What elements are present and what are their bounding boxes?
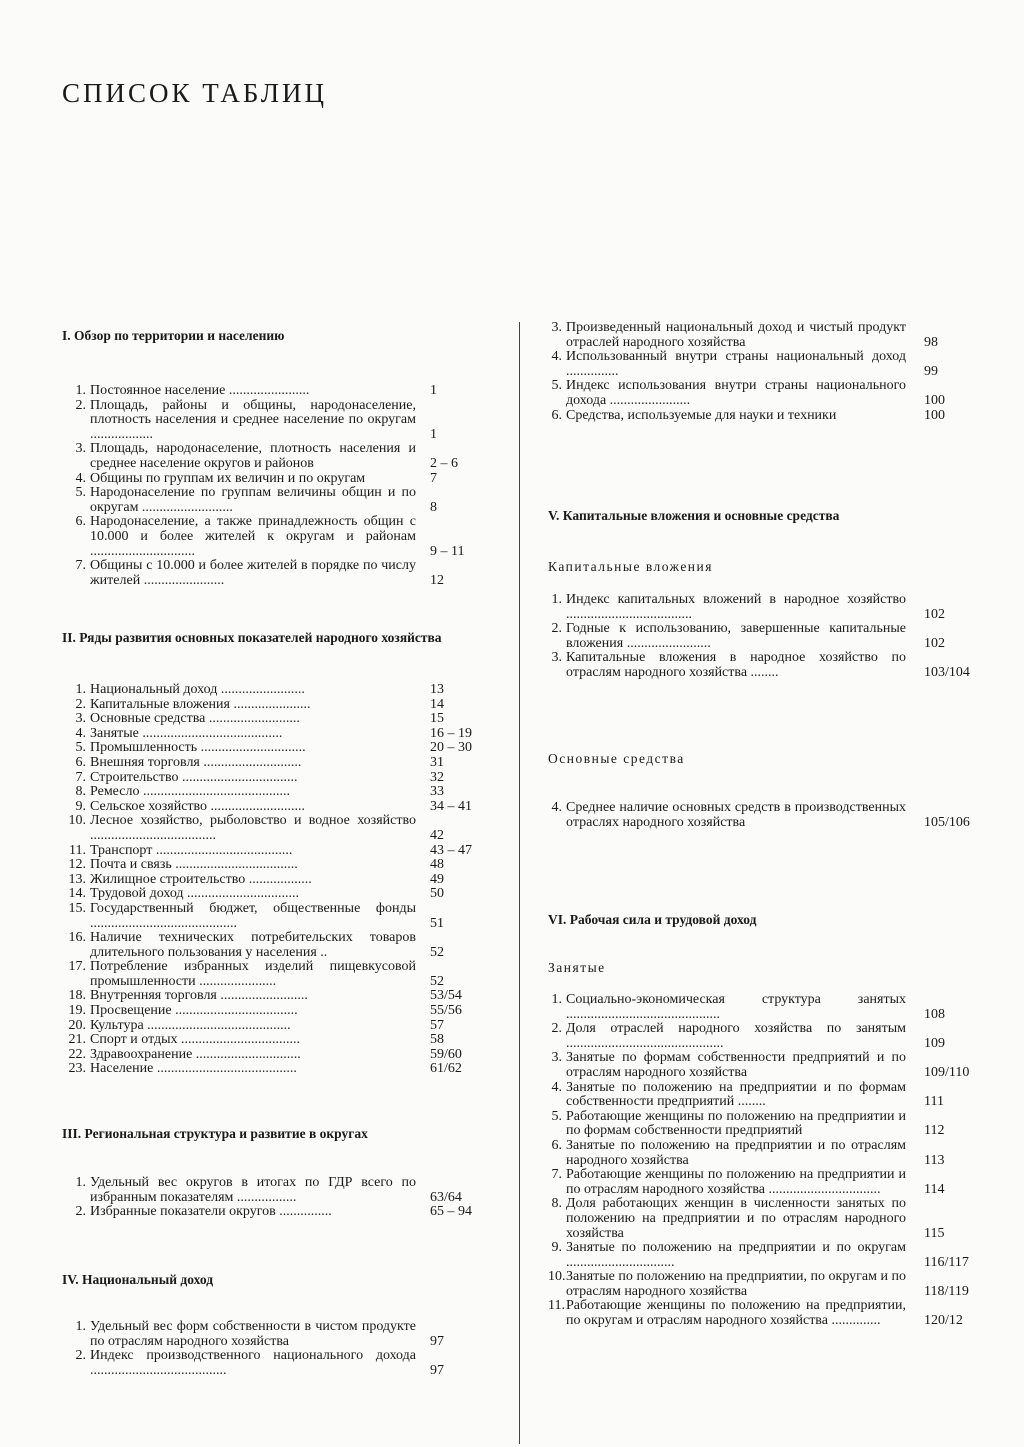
- entry-number: 7.: [551, 1167, 562, 1183]
- entry-number: 5.: [551, 378, 562, 394]
- entry-title: Индекс производственного национального дохода .......................................: [90, 1348, 416, 1378]
- entry-title: Площадь, районы и общины, народонаселение, плотность населения и среднее население по округам ..................: [90, 397, 416, 442]
- entry-page: 57: [430, 1017, 444, 1033]
- entry-title: Годные к использованию, завершенные капитальные вложения ........................: [566, 621, 906, 651]
- section-national-income: [62, 1272, 472, 1378]
- entry-page: 59/60: [430, 1046, 462, 1062]
- toc-entry: [548, 1269, 969, 1299]
- entry-page: 111: [924, 1094, 944, 1110]
- entry-title: Лесное хозяйство, рыболовство и водное хозяйство ....................................: [90, 813, 416, 843]
- entry-number: 23.: [68, 1061, 86, 1077]
- entry-title: Народонаселение по группам величины общин и по округам ..........................: [90, 485, 416, 515]
- entry-title: Потребление избранных изделий пищевкусовой промышленности ......................: [90, 959, 416, 989]
- section-heading: I. Обзор по территории и населению: [62, 328, 285, 343]
- toc-entry: [62, 472, 472, 487]
- entry-list: [548, 992, 970, 1329]
- section-heading: IV. Национальный доход: [62, 1272, 214, 1287]
- entry-title: Жилищное строительство ..................: [90, 871, 312, 887]
- toc-entry: [62, 698, 472, 713]
- entry-title: Занятые ........................................: [90, 725, 283, 741]
- entry-title: Государственный бюджет, общественные фонды ..........................................: [90, 900, 416, 931]
- entry-title: Удельный вес форм собственности в чистом продукте по отраслям народного хозяйства: [90, 1319, 416, 1349]
- entry-number: 4.: [75, 725, 86, 741]
- toc-entry: [548, 993, 960, 1022]
- entry-number: 19.: [68, 1003, 86, 1019]
- entry-title: Общины с 10.000 и более жителей в порядке по числу жителей .......................: [90, 558, 416, 588]
- toc-entry: [62, 1019, 472, 1034]
- entry-page: 14: [430, 696, 444, 712]
- toc-entry: [62, 486, 472, 515]
- entry-title: Национальный доход ........................: [90, 682, 305, 697]
- entry-page: 102: [924, 635, 945, 651]
- toc-entry: [62, 1004, 472, 1019]
- entry-page: 42: [430, 827, 444, 843]
- entry-number: 4.: [551, 800, 562, 815]
- entry-number: 20.: [68, 1017, 86, 1033]
- entry-page: 34 – 41: [430, 798, 472, 814]
- entry-page: 105/106: [924, 814, 970, 830]
- entry-number: 6.: [75, 514, 86, 530]
- entry-title: Внутренняя торговля .........................: [90, 988, 308, 1004]
- entry-number: 1.: [75, 1175, 86, 1190]
- entry-page: 32: [430, 769, 444, 785]
- entry-page: 99: [924, 363, 938, 379]
- entry-page: 120/12: [924, 1313, 963, 1329]
- section-heading: V. Капитальные вложения и основные средства: [548, 508, 840, 523]
- entry-title: Спорт и отдых ..................................: [90, 1032, 301, 1048]
- toc-entry: [548, 409, 960, 424]
- subsection-heading: Занятые: [548, 960, 606, 975]
- toc-entry: [62, 442, 472, 471]
- entry-list: [548, 800, 970, 830]
- toc-entry: [548, 350, 960, 379]
- section-territory-population: [62, 328, 472, 588]
- entry-page: 20 – 30: [430, 740, 472, 756]
- toc-entry: [548, 1081, 960, 1110]
- entry-number: 14.: [68, 886, 86, 902]
- entry-page: 109: [924, 1035, 945, 1051]
- entry-page: 16 – 19: [430, 725, 472, 741]
- toc-entry: [62, 814, 472, 843]
- entry-title: Занятые по положению на предприятии, по округам и по отраслям народного хозяйства: [566, 1269, 906, 1299]
- toc-entry: [548, 1168, 960, 1197]
- entry-number: 3.: [551, 650, 562, 666]
- entry-page: 100: [924, 392, 945, 408]
- entry-number: 11.: [69, 842, 86, 858]
- toc-entry: [62, 902, 472, 931]
- entry-number: 10.: [548, 1269, 566, 1285]
- entry-page: 2 – 6: [430, 455, 458, 471]
- entry-title: Работающие женщины по положению на предприятии и по формам собственности предприятий: [566, 1108, 906, 1139]
- entry-title: Средства, используемые для науки и техники: [566, 407, 837, 423]
- entry-page: 118/119: [924, 1283, 969, 1299]
- entry-title: Наличие технических потребительских товаров длительного пользования у населения ..: [90, 930, 416, 960]
- entry-page: 100: [924, 407, 945, 423]
- toc-entry: [548, 800, 970, 830]
- toc-entry: [62, 1205, 472, 1220]
- entry-title: Среднее наличие основных средств в производственных отраслях народного хозяйства: [566, 800, 906, 830]
- entry-title: Здравоохранение ..............................: [90, 1046, 301, 1062]
- toc-entry: [548, 1139, 960, 1168]
- entry-title: Население ........................................: [90, 1061, 297, 1077]
- entry-page: 61/62: [430, 1061, 462, 1077]
- entry-number: 1.: [75, 383, 86, 398]
- toc-entry: [62, 515, 472, 559]
- entry-number: 2.: [551, 621, 562, 637]
- toc-entry: [62, 1320, 472, 1349]
- entry-page: 50: [430, 886, 444, 902]
- toc-entry: [62, 887, 472, 902]
- entry-page: 102: [924, 606, 945, 622]
- toc-entry: [548, 1197, 960, 1241]
- entry-number: 12.: [68, 857, 86, 873]
- entry-title: Капитальные вложения ......................: [90, 696, 311, 712]
- entry-title: Доля отраслей народного хозяйства по занятым .............................................: [566, 1021, 906, 1051]
- entry-number: 3.: [551, 1050, 562, 1066]
- toc-entry: [548, 1240, 969, 1270]
- entry-page: 43 – 47: [430, 842, 472, 858]
- entry-number: 6.: [551, 1137, 562, 1153]
- entry-number: 15.: [68, 900, 86, 916]
- toc-entry: [548, 650, 970, 680]
- entry-number: 18.: [68, 988, 86, 1004]
- entry-page: 13: [430, 682, 444, 697]
- toc-entry: [62, 844, 472, 859]
- entry-number: 2.: [75, 1348, 86, 1364]
- toc-entry: [62, 559, 472, 588]
- toc-entry: [62, 399, 472, 443]
- toc-entry: [548, 622, 960, 651]
- entry-page: 31: [430, 754, 444, 770]
- entry-number: 21.: [68, 1032, 86, 1048]
- toc-entry: [62, 858, 472, 873]
- entry-number: 9.: [551, 1240, 562, 1256]
- subsection-heading: Основные средства: [548, 751, 685, 766]
- entry-page: 7: [430, 470, 437, 486]
- section-regional-structure: [62, 1126, 472, 1220]
- entry-page: 48: [430, 857, 444, 873]
- entry-page: 113: [924, 1152, 945, 1168]
- section-heading: VI. Рабочая сила и трудовой доход: [548, 912, 757, 927]
- entry-number: 8.: [75, 784, 86, 800]
- entry-title: Внешняя торговля ............................: [90, 754, 302, 770]
- entry-number: 5.: [75, 485, 86, 501]
- entry-title: Трудовой доход ................................: [90, 886, 300, 902]
- toc-entry: [62, 384, 472, 399]
- entry-page: 15: [430, 711, 444, 727]
- entry-page: 53/54: [430, 988, 462, 1004]
- entry-page: 52: [430, 944, 444, 960]
- entry-title: Площадь, народонаселение, плотность населения и среднее население округов и районов: [90, 441, 416, 471]
- section-capital-investment: [548, 508, 970, 830]
- entry-title: Культура .........................................: [90, 1017, 291, 1033]
- entry-title: Промышленность ..............................: [90, 740, 306, 756]
- subsection-heading: Капитальные вложения: [548, 559, 713, 574]
- toc-entry: [62, 960, 472, 989]
- toc-entry: [548, 379, 960, 408]
- toc-entry: [62, 712, 472, 727]
- entry-title: Общины по группам их величин и по округам: [90, 470, 366, 486]
- entry-title: Народонаселение, а также принадлежность общин с 10.000 и более жителей к округам и районам ..............................: [90, 514, 416, 559]
- entry-title: Доля работающих женщин в численности занятых по положению на предприятии и по отраслям народного хозяйства: [566, 1196, 906, 1241]
- entry-title: Индекс использования внутри страны национального дохода .......................: [566, 378, 906, 408]
- entry-number: 1.: [75, 682, 86, 697]
- page-title: СПИСОК ТАБЛИЦ: [62, 78, 328, 108]
- entry-title: Сельское хозяйство ...........................: [90, 798, 306, 814]
- entry-list: [548, 592, 970, 681]
- column-divider: [519, 322, 520, 1444]
- toc-entry: [62, 873, 472, 888]
- entry-page: 108: [924, 1006, 945, 1022]
- toc-entry: [62, 1048, 472, 1063]
- entry-page: 58: [430, 1032, 444, 1048]
- entry-number: 4.: [551, 349, 562, 365]
- section-labour-income: [548, 912, 970, 1329]
- entry-number: 5.: [75, 740, 86, 756]
- toc-entry: [62, 1062, 472, 1077]
- entry-title: Индекс капитальных вложений в народное хозяйство ....................................: [566, 592, 906, 622]
- entry-number: 13.: [68, 871, 86, 887]
- toc-entry: [62, 756, 472, 771]
- entry-list: [62, 1176, 472, 1220]
- entry-title: Почта и связь ...................................: [90, 857, 298, 873]
- toc-entry: [548, 593, 960, 622]
- entry-page: 109/110: [924, 1064, 970, 1080]
- entry-number: 1.: [551, 992, 562, 1007]
- entry-page: 115: [924, 1225, 945, 1241]
- entry-number: 3.: [551, 320, 562, 335]
- toc-entry: [548, 1022, 960, 1051]
- entry-number: 9.: [75, 798, 86, 814]
- entry-number: 5.: [551, 1108, 562, 1124]
- entry-number: 17.: [68, 959, 86, 975]
- entry-number: 16.: [68, 930, 86, 946]
- entry-number: 7.: [75, 558, 86, 574]
- toc-entry: [62, 683, 472, 698]
- entry-number: 11.: [548, 1298, 565, 1314]
- entry-title: Занятые по положению на предприятии и по формам собственности предприятий ........: [566, 1079, 906, 1110]
- entry-number: 8.: [551, 1196, 562, 1212]
- entry-page: 55/56: [430, 1003, 462, 1019]
- entry-page: 49: [430, 871, 444, 887]
- toc-entry: [62, 771, 472, 786]
- entry-page: 8: [430, 499, 437, 515]
- entry-page: 1: [430, 426, 437, 442]
- entry-number: 6.: [551, 407, 562, 423]
- entry-number: 1.: [551, 592, 562, 607]
- entry-title: Социально-экономическая структура занятых ............................................: [566, 992, 906, 1022]
- entry-page: 114: [924, 1181, 945, 1197]
- entry-page: 97: [430, 1333, 444, 1349]
- toc-entry: [62, 741, 472, 756]
- entry-title: Постоянное население .......................: [90, 383, 310, 398]
- entry-page: 51: [430, 915, 444, 931]
- toc-entry: [62, 989, 472, 1004]
- entry-title: Удельный вес округов в итогах по ГДР всего по избранным показателям .................: [90, 1175, 416, 1205]
- entry-page: 97: [430, 1362, 444, 1378]
- section-heading: II. Ряды развития основных показателей народного хозяйства: [62, 630, 442, 645]
- toc-entry: [62, 1176, 472, 1205]
- entry-title: Избранные показатели округов ...............: [90, 1204, 332, 1220]
- entry-number: 4.: [551, 1079, 562, 1095]
- entry-number: 4.: [75, 470, 86, 486]
- toc-entry: [62, 785, 472, 800]
- toc-entry: [62, 931, 472, 960]
- toc-entry: [548, 1050, 970, 1080]
- entry-number: 2.: [75, 696, 86, 712]
- entry-number: 3.: [75, 441, 86, 457]
- toc-entry: [62, 727, 472, 742]
- entry-title: Занятые по положению на предприятии и по округам ...............................: [566, 1240, 906, 1270]
- entry-list: [548, 321, 960, 423]
- entry-page: 116/117: [924, 1254, 969, 1270]
- entry-page: 65 – 94: [430, 1204, 472, 1220]
- entry-list: [62, 384, 472, 588]
- entry-title: Просвещение ...................................: [90, 1003, 298, 1019]
- entry-title: Занятые по формам собственности предприятий и по отраслям народного хозяйства: [566, 1050, 906, 1080]
- toc-entry: [62, 800, 472, 815]
- entry-number: 10.: [68, 813, 86, 829]
- entry-title: Работающие женщины по положению на предприятии, по округам и отраслям народного хозяйства ..............: [566, 1298, 906, 1329]
- entry-page: 1: [430, 383, 437, 398]
- entry-number: 1.: [75, 1319, 86, 1334]
- entry-title: Использованный внутри страны национальный доход ...............: [566, 349, 906, 379]
- entry-number: 22.: [68, 1046, 86, 1062]
- entry-list: [62, 1320, 472, 1378]
- entry-number: 2.: [75, 1204, 86, 1220]
- entry-page: 9 – 11: [430, 543, 465, 559]
- entry-title: Капитальные вложения в народное хозяйство по отраслям народного хозяйства ........: [566, 650, 906, 680]
- entry-number: 2.: [75, 397, 86, 413]
- entry-page: 98: [924, 334, 938, 350]
- entry-page: 103/104: [924, 664, 970, 680]
- entry-title: Произведенный национальный доход и чистый продукт отраслей народного хозяйства: [566, 320, 906, 350]
- section-heading: III. Региональная структура и развитие в округах: [62, 1126, 368, 1141]
- entry-list: [62, 683, 472, 1077]
- entry-number: 6.: [75, 754, 86, 770]
- entry-page: 33: [430, 784, 444, 800]
- entry-title: Занятые по положению на предприятии и по отраслям народного хозяйства: [566, 1137, 906, 1168]
- entry-page: 112: [924, 1123, 945, 1139]
- toc-entry: [548, 1298, 963, 1329]
- entry-title: Основные средства ..........................: [90, 711, 300, 727]
- entry-number: 2.: [551, 1021, 562, 1037]
- entry-number: 3.: [75, 711, 86, 727]
- entry-page: 52: [430, 973, 444, 989]
- toc-entry: [62, 1033, 472, 1048]
- entry-page: 12: [430, 572, 444, 588]
- entry-title: Работающие женщины по положению на предприятии и по отраслям народного хозяйства ................................: [566, 1167, 906, 1197]
- entry-number: 7.: [75, 769, 86, 785]
- toc-entry: [62, 1349, 472, 1378]
- entry-title: Транспорт .......................................: [90, 842, 293, 858]
- section-development-series: [62, 630, 472, 1077]
- entry-title: Ремесло ..........................................: [90, 784, 290, 800]
- entry-page: 63/64: [430, 1189, 462, 1205]
- toc-entry: [548, 1110, 960, 1139]
- entry-title: Строительство .................................: [90, 769, 298, 785]
- toc-entry: [548, 321, 960, 350]
